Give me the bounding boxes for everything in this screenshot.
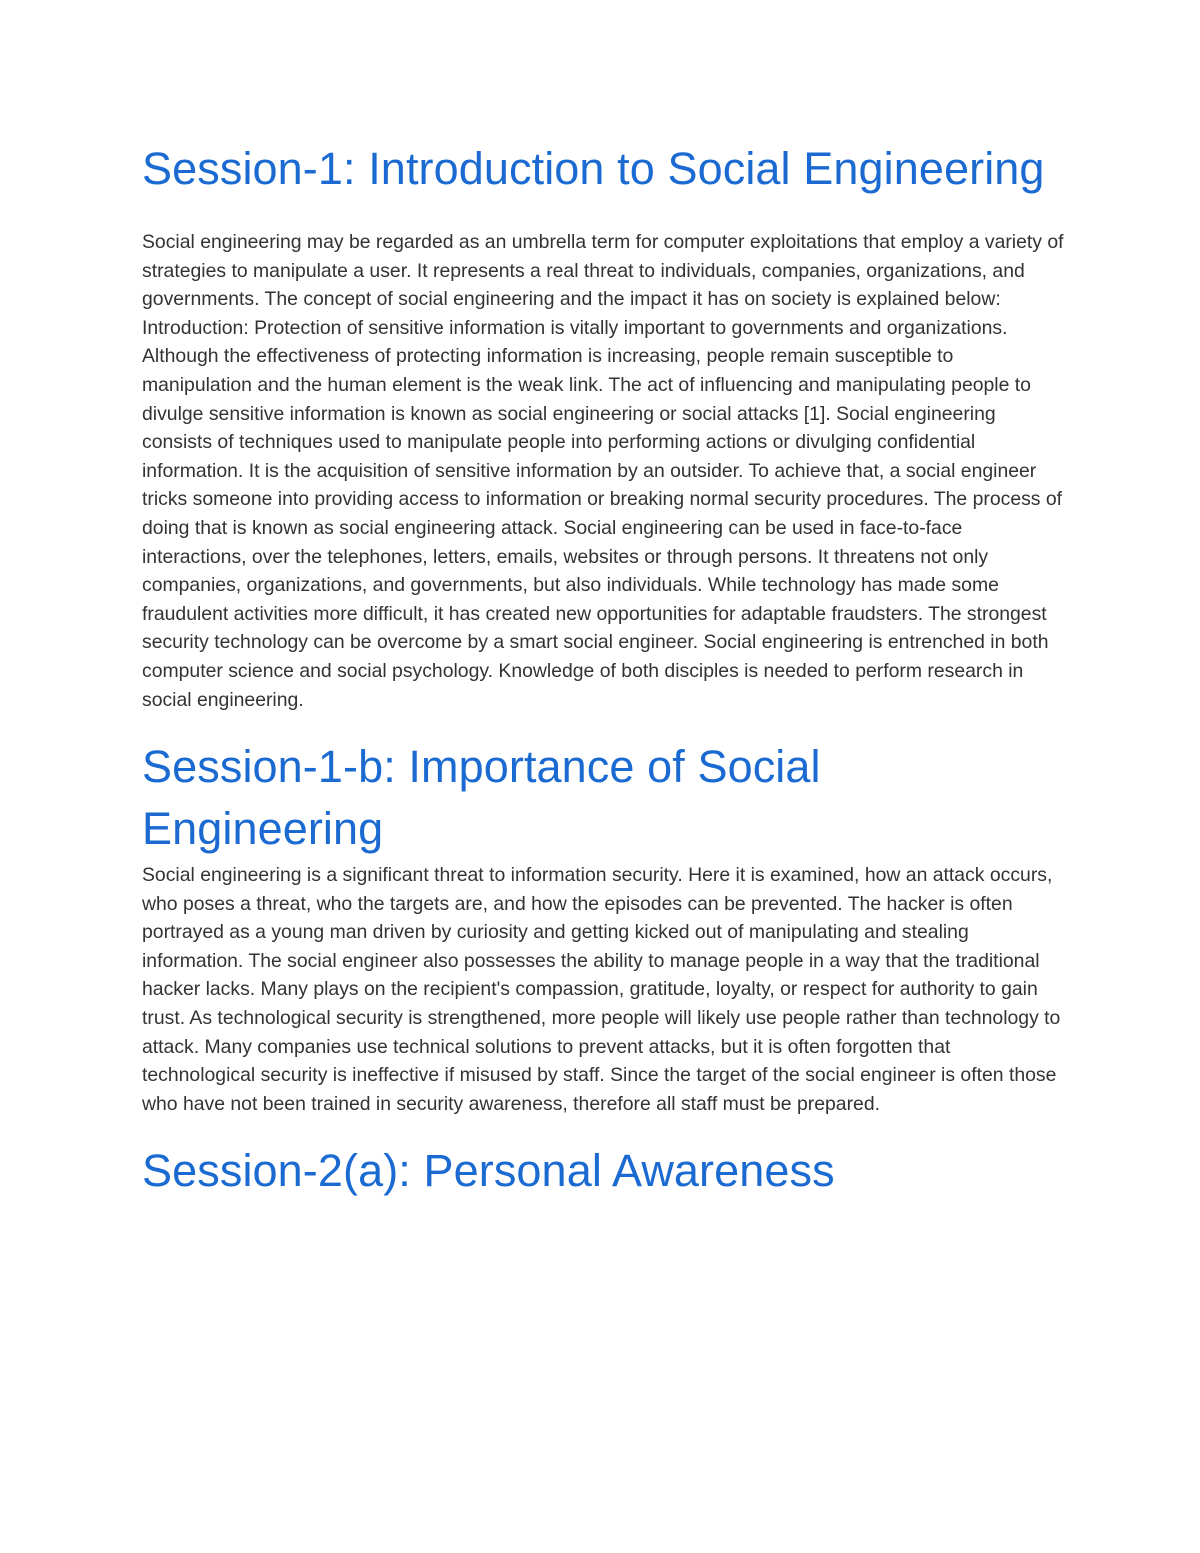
document-content: [142, 138, 1067, 1202]
section-1-heading: Session-1: Introduction to Social Engineering: [142, 143, 1045, 194]
section-1-intro-paragraph: Social engineering may be regarded as an umbrella term for computer exploitations that employ a variety of strategies to manipulate a user. It represents a real threat to individuals, companies, organizations, and governments. The concept of social engineering and the impact it has on society is explained below:: [142, 231, 1064, 311]
section-3-heading: Session-2(a): Personal Awareness: [142, 1145, 835, 1197]
section-2-heading: Session-1-b: Importance of Social Engineering: [142, 741, 821, 855]
section-1-body-paragraph: Introduction: Protection of sensitive information is vitally important to governments and organizations. Although the effectiveness of protecting information is increasing, people remain susceptible to manipulation and the human element is the weak link. The act of influencing and manipulating people to divulge sensitive information is known as social engineering or social attacks [1]. Social engineering consists of techniques used to manipulate people into performing actions or divulging confidential information. It is the acquisition of sensitive information by an outsider. To achieve that, a social engineer tricks someone into providing access to information or breaking normal security procedures. The process of doing that is known as social engineering attack. Social engineering can be used in face-to-face interactions, over the telephones, letters, emails, websites or through persons. It threatens not only companies, organizations, and governments, but also individuals. While technology has made some fraudulent activities more difficult, it has created new opportunities for adaptable fraudsters. The strongest security technology can be overcome by a smart social engineer. Social engineering is entrenched in both computer science and social psychology. Knowledge of both disciples is needed to perform research in social engineering.: [142, 316, 1063, 711]
section-2-paragraph: Social engineering is a significant threat to information security. Here it is examined, how an attack occurs, who poses a threat, who the targets are, and how the episodes can be prevented. The hacker is often portrayed as a young man driven by curiosity and getting kicked out of manipulating and stealing information. The social engineer also possesses the ability to manage people in a way that the traditional hacker lacks. Many plays on the recipient's compassion, gratitude, loyalty, or respect for authority to gain trust. As technological security is strengthened, more people will likely use people rather than technology to attack. Many companies use technical solutions to prevent attacks, but it is often forgotten that technological security is ineffective if misused by staff. Since the target of the social engineer is often those who have not been trained in security awareness, therefore all staff must be prepared.: [142, 864, 1061, 1115]
